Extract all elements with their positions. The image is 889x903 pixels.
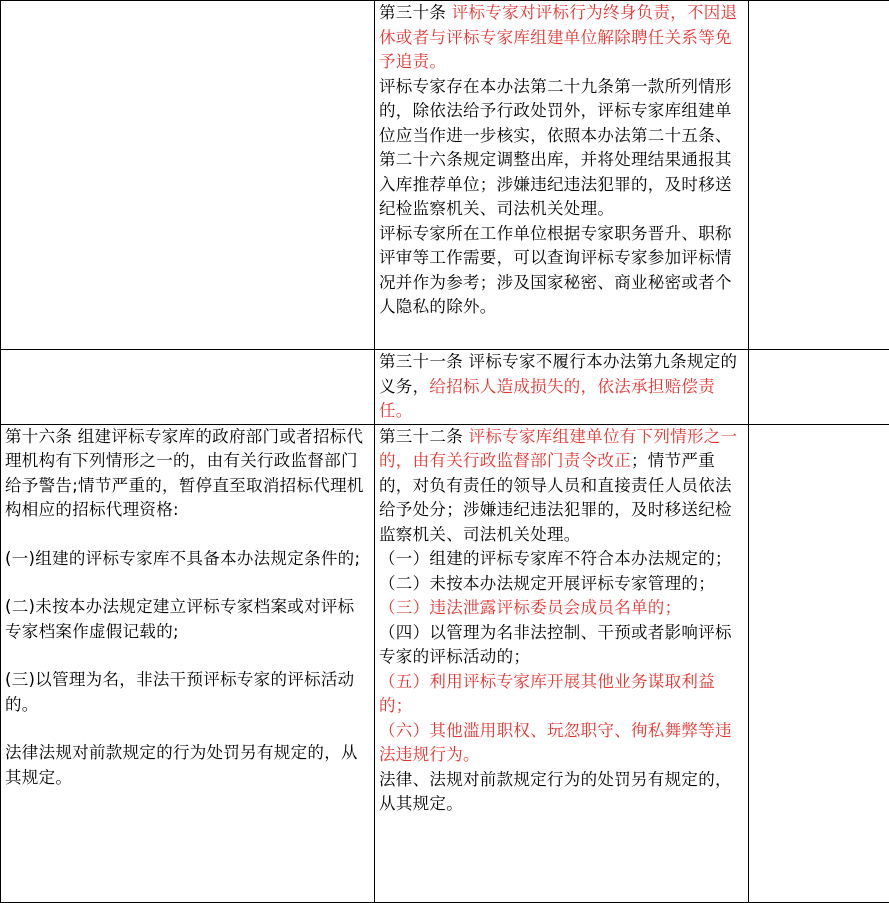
table-row bbox=[1, 424, 889, 902]
old-paragraph: 第十六条 组建评标专家库的政府部门或者招标代理机构有下列情形之一的，由有关行政监督部门给予警告;情节严重的，暂停直至取消招标代理机构相应的招标代理资格: bbox=[5, 425, 370, 523]
blank-line bbox=[5, 523, 370, 547]
new-article-cell bbox=[375, 350, 749, 425]
clause-item: （二）未按本办法规定开展评标专家管理的； bbox=[379, 572, 744, 597]
table-row bbox=[1, 350, 889, 425]
article-paragraph: 评标专家存在本办法第二十九条第一款所列情形的，除依法给予行政处罚外，评标专家库组建单位应当作进一步核实，依照本办法第二十五条、第二十六条规定调整出库，并将处理结果通报其入库推荐单位；涉嫌违纪违法犯罪的，及时移送纪检监察机关、司法机关处理。 bbox=[379, 75, 744, 222]
new-article-cell bbox=[375, 1, 749, 350]
old-paragraph: (三)以管理为名，非法干预评标专家的评标活动的。 bbox=[5, 668, 370, 717]
note-cell bbox=[749, 1, 889, 350]
article-paragraph: 法律、法规对前款规定行为的处罚另有规定的，从其规定。 bbox=[379, 768, 744, 817]
old-article-cell bbox=[1, 1, 375, 350]
clause-item: （四）以管理为名非法控制、干预或者影响评标专家的评标活动的； bbox=[379, 621, 744, 670]
table-row bbox=[1, 1, 889, 350]
article-heading: 第三十条 bbox=[379, 3, 452, 22]
old-article-cell bbox=[1, 424, 375, 902]
old-paragraph: 法律法规对前款规定的行为处罚另有规定的，从其规定。 bbox=[5, 741, 370, 790]
blank-line bbox=[5, 717, 370, 741]
old-article-cell bbox=[1, 350, 375, 425]
clause-item-revised: （三）违法泄露评标委员会成员名单的； bbox=[379, 596, 744, 621]
old-paragraph: (一)组建的评标专家库不具备本办法规定条件的; bbox=[5, 547, 370, 572]
new-article-cell bbox=[375, 424, 749, 902]
clause-item-revised: （六）其他滥用职权、玩忽职守、徇私舞弊等违法违规行为。 bbox=[379, 719, 744, 768]
article-text: ；情节严重的，对负有责任的领导人员和直接责任人员依法给予处分；涉嫌违纪违法犯罪的，及时移送纪检监察机关、司法机关处理。 bbox=[379, 451, 732, 544]
clause-item-revised: （五）利用评标专家库开展其他业务谋取利益的； bbox=[379, 670, 744, 719]
article-paragraph bbox=[379, 350, 744, 424]
note-cell bbox=[749, 350, 889, 425]
article-paragraph bbox=[379, 425, 744, 548]
blank-line bbox=[5, 644, 370, 668]
revised-text: 评标专家对评标行为终身负责，不因退休或者与评标专家库组建单位解除聘任关系等免予追责。 bbox=[379, 3, 737, 71]
revised-text: 给招标人造成损失的，依法承担赔偿责任。 bbox=[379, 377, 715, 421]
blank-line bbox=[5, 571, 370, 595]
note-cell bbox=[749, 424, 889, 902]
clause-item: （一）组建的评标专家库不符合本办法规定的； bbox=[379, 547, 744, 572]
article-heading: 第三十二条 bbox=[379, 427, 469, 446]
revised-text: 评标专家库组建单位有下列情形之一的，由有关行政监督部门责令改正 bbox=[379, 427, 737, 471]
article-paragraph: 评标专家所在工作单位根据专家职务晋升、职称评审等工作需要，可以查询评标专家参加评标情况并作为参考；涉及国家秘密、商业秘密或者个人隐私的除外。 bbox=[379, 222, 744, 320]
article-paragraph bbox=[379, 1, 744, 75]
article-heading: 第三十一条 评标专家不履行本办法第九条规定的义务， bbox=[379, 352, 737, 396]
old-paragraph: (二)未按本办法规定建立评标专家档案或对评标专家档案作虚假记载的; bbox=[5, 595, 370, 644]
